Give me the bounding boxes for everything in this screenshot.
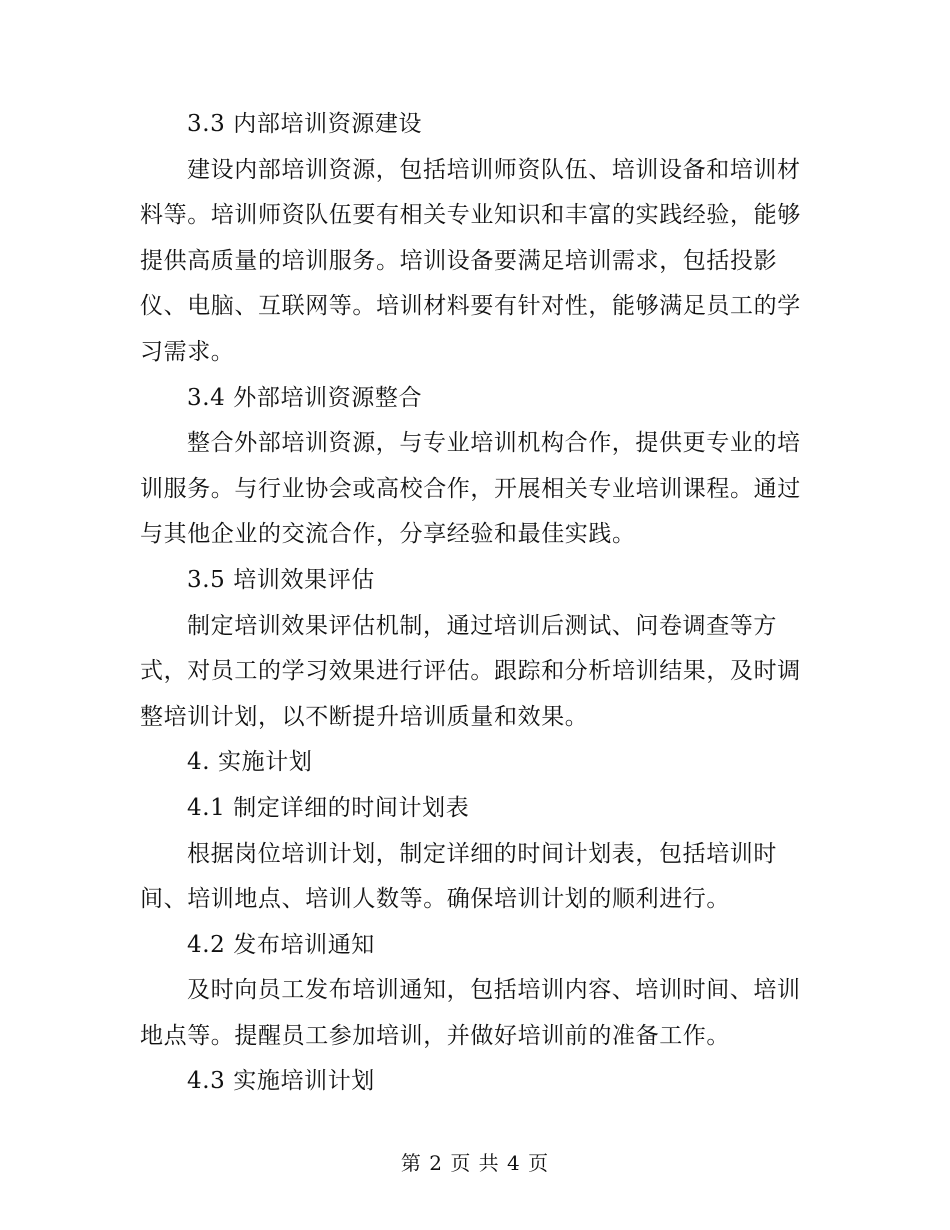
section-heading: 4.3 实施培训计划 xyxy=(187,1068,375,1095)
paragraph-line: 训服务。与行业协会或高校合作，开展相关专业培训课程。通过 xyxy=(140,475,801,502)
document-body xyxy=(140,102,800,1105)
paragraph-line: 料等。培训师资队伍要有相关专业知识和丰富的实践经验，能够 xyxy=(140,202,801,229)
section-heading: 4.2 发布培训通知 xyxy=(187,931,375,958)
paragraph-line: 整合外部培训资源，与专业培训机构合作，提供更专业的培 xyxy=(187,430,801,457)
paragraph-line: 建设内部培训资源，包括培训师资队伍、培训设备和培训材 xyxy=(187,156,801,183)
paragraph-line: 仪、电脑、互联网等。培训材料要有针对性，能够满足员工的学 xyxy=(140,293,801,320)
paragraph-line: 提供高质量的培训服务。培训设备要满足培训需求，包括投影 xyxy=(140,247,778,274)
paragraph-line: 式，对员工的学习效果进行评估。跟踪和分析培训结果，及时调 xyxy=(140,658,801,685)
page-number-footer: 第 2 页 共 4 页 xyxy=(400,1151,550,1175)
paragraph-line: 与其他企业的交流合作，分享经验和最佳实践。 xyxy=(140,521,636,548)
chapter-heading: 4. 实施计划 xyxy=(187,749,313,776)
paragraph-line: 及时向员工发布培训通知，包括培训内容、培训时间、培训 xyxy=(187,977,801,1004)
section-heading: 3.3 内部培训资源建设 xyxy=(187,111,423,137)
paragraph-line: 制定培训效果评估机制，通过培训后测试、问卷调查等方 xyxy=(187,612,777,639)
paragraph-line: 间、培训地点、培训人数等。确保培训计划的顺利进行。 xyxy=(140,886,730,913)
paragraph-line: 地点等。提醒员工参加培训，并做好培训前的准备工作。 xyxy=(140,1022,730,1049)
section-heading: 3.4 外部培训资源整合 xyxy=(187,384,423,411)
paragraph-line: 根据岗位培训计划，制定详细的时间计划表，包括培训时 xyxy=(187,840,777,867)
section-heading: 4.1 制定详细的时间计划表 xyxy=(187,794,470,821)
section-heading: 3.5 培训效果评估 xyxy=(187,566,375,593)
paragraph-line: 整培训计划，以不断提升培训质量和效果。 xyxy=(140,703,589,730)
paragraph-line: 习需求。 xyxy=(140,338,235,365)
